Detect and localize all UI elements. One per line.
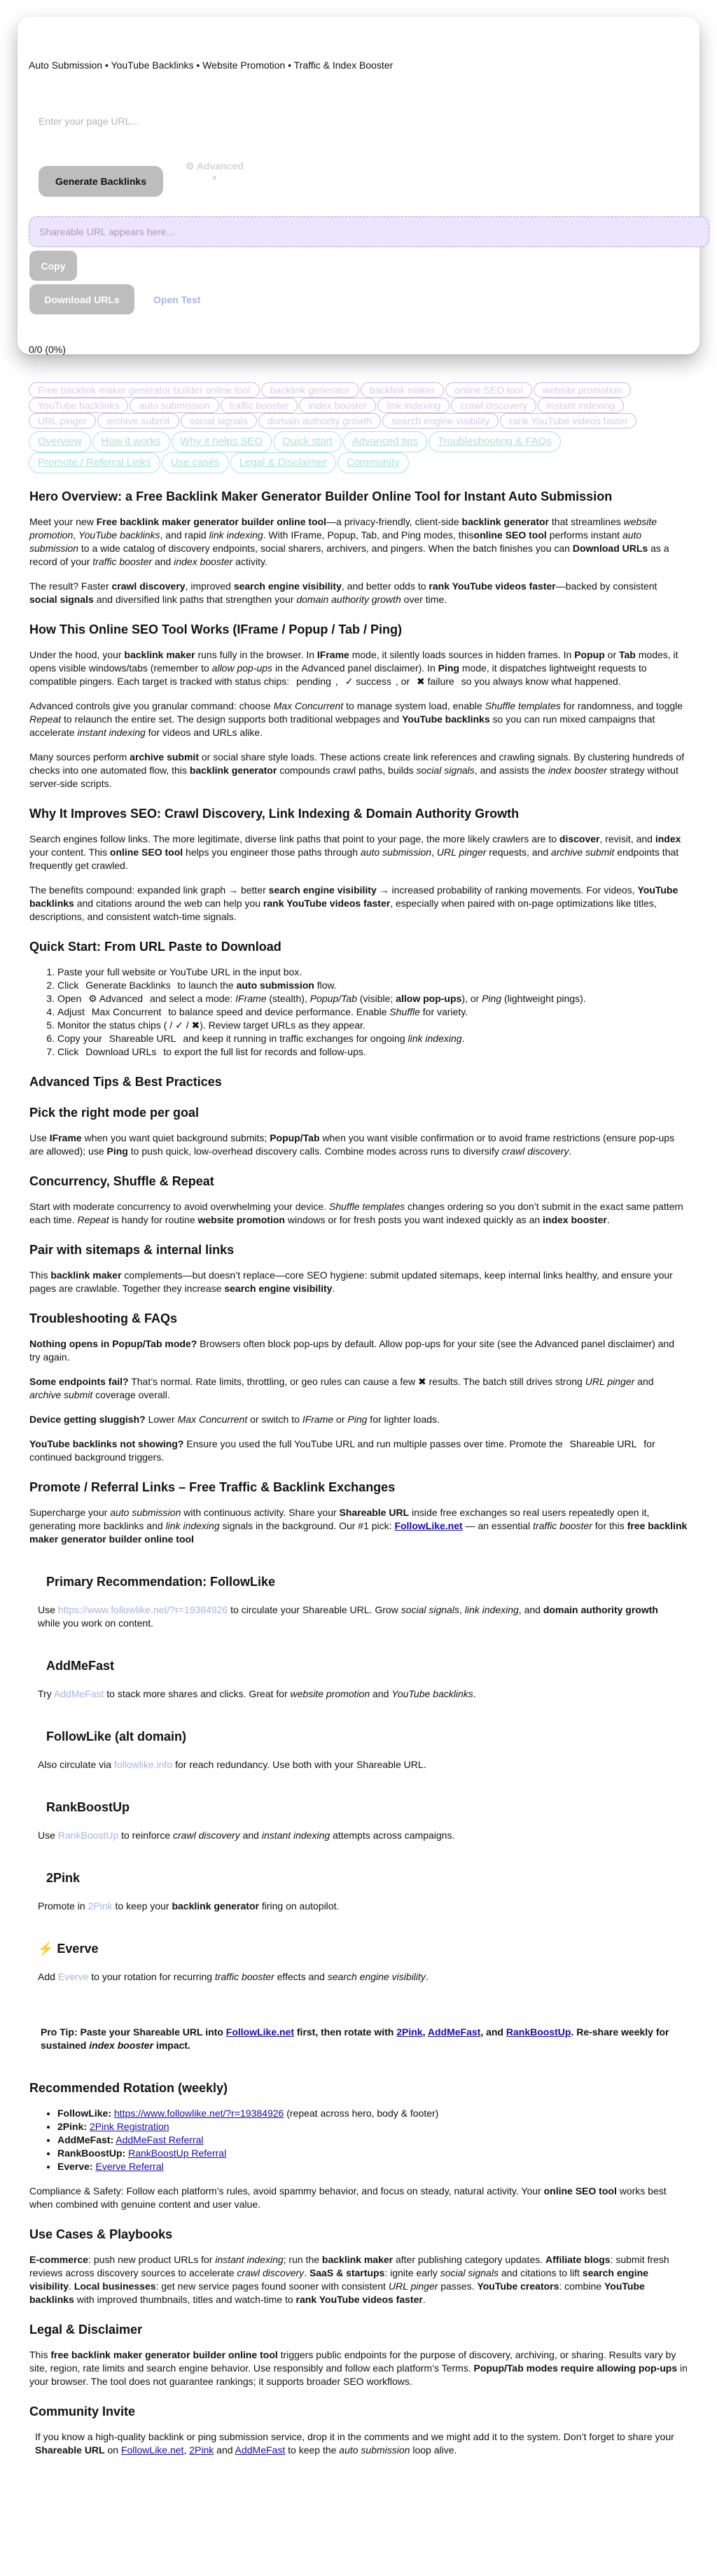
why-paragraph-1: Search engines follow links. The more legitimate, diverse link paths that point to your page, the more likely crawlers are to discover, revisit, and index your content. This online SEO tool helps you engineer those paths through auto submission, URL pinger requests, and archive submit endpoints that frequently get crawled. — [29, 833, 681, 871]
rotation-followlike-link[interactable]: https://www.followlike.net/?r=19384926 — [113, 2108, 284, 2119]
advanced-label: ⚙ Advanced — [186, 160, 244, 172]
rotation-2pink-link[interactable]: 2Pink Registration — [89, 2121, 169, 2132]
how-paragraph-3: Many sources perform archive submit or social share style loads. These actions create link references and crawling signals. By clustering hundreds of checks into one automated flow, this backlink generator compounds crawl paths, builds social signals, and assists the index booster strategy without server-side scripts. — [29, 751, 685, 789]
ref-title-2pink: 2Pink — [46, 1871, 81, 1885]
rotation-item: • RankBoostUp: RankBoostUp Referral — [57, 2147, 688, 2160]
ref-desc-everve: Add Everve to your rotation for recurring traffic booster effects and search engine visibility. — [38, 1971, 429, 1982]
nav-legal[interactable]: Legal & Disclaimer — [230, 452, 336, 473]
generate-chip: Generate Backlinks — [85, 980, 171, 991]
tips-concurrency-title: Concurrency, Shuffle & Repeat — [29, 1174, 214, 1188]
step: 7. Click Download URLs to export the full list for records and follow-ups. — [57, 1045, 688, 1059]
addmefast-link[interactable]: AddMeFast — [53, 1688, 104, 1699]
ref-desc-addmefast: Try AddMeFast to stack more shares and clicks. Great for website promotion and YouTube backlinks. — [38, 1688, 476, 1699]
rotation-item: • 2Pink: 2Pink Registration — [57, 2120, 688, 2133]
download-chip: Download URLs — [85, 1046, 157, 1057]
nav-how-it-works[interactable]: How it works — [92, 431, 170, 452]
step: 4. Adjust Max Concurrent to balance speed and device performance. Enable Shuffle for variety. — [57, 1005, 688, 1019]
advanced-toggle[interactable] — [186, 160, 244, 185]
keyword-chips — [28, 382, 679, 429]
pro-tip-addmefast-link[interactable]: AddMeFast — [427, 2026, 481, 2038]
nav-advanced-tips[interactable]: Advanced tips — [343, 431, 427, 452]
shareable-url-chip: Shareable URL — [569, 1438, 637, 1449]
compliance-paragraph: Compliance & Safety: Follow each platform’s rules, avoid spammy behavior, and focus on steady, natural activity. Your online SEO tool works best when combined with genuine content and user value. — [29, 2185, 667, 2210]
ref-title-followlike-alt: FollowLike (alt domain) — [46, 1729, 187, 1743]
rotation-item: • AddMeFast: AddMeFast Referral — [57, 2133, 688, 2147]
community-followlike-link[interactable]: FollowLike.net — [120, 2444, 184, 2456]
keyword-chip: auto submission — [130, 398, 218, 413]
pro-tip-2pink-link[interactable]: 2Pink — [396, 2026, 423, 2038]
page-url-input[interactable] — [29, 109, 449, 133]
keyword-chip: YouTube backlinks — [29, 398, 128, 413]
keyword-chip: domain authority growth — [258, 413, 381, 429]
tips-mode-paragraph: Use IFrame when you want quiet background submits; Popup/Tab when you want visible confirmation or to avoid frame restrictions (ensure pop-ups are allowed); use Ping to push quick, low-overhead discovery calls. Combine modes across runs to diversify crawl discovery. — [29, 1132, 675, 1157]
tips-concurrency-paragraph: Start with moderate concurrency to avoid overwhelming your device. Shuffle templates changes ordering so you don’t submit in the exact same pattern each time. Repeat is handy for routine website promotion windows or for fresh posts you want indexed quickly as an index booster. — [29, 1201, 683, 1225]
step: 6. Copy your Shareable URL and keep it running in traffic exchanges for ongoing link indexing. — [57, 1032, 688, 1045]
followlike-referral-link[interactable]: https://www.followlike.net/?r=19384926 — [57, 1604, 228, 1615]
community-addmefast-link[interactable]: AddMeFast — [235, 2444, 286, 2456]
keyword-chip: traffic booster — [221, 398, 298, 413]
tips-title: Advanced Tips & Best Practices — [29, 1075, 222, 1089]
hero-title: Hero Overview: a Free Backlink Maker Generator Builder Online Tool for Instant Auto Submission — [29, 489, 613, 503]
keyword-chip: instant indexing — [538, 398, 624, 413]
faq-item: YouTube backlinks not showing? Ensure you used the full YouTube URL and run multiple passes over time. Promote the Shareable URL for continued background triggers. — [29, 1438, 655, 1463]
rotation-addmefast-link[interactable]: AddMeFast Referral — [116, 2134, 204, 2145]
nav-overview[interactable]: Overview — [29, 431, 91, 452]
nav-promote[interactable]: Promote / Referral Links — [29, 452, 160, 473]
why-paragraph-2: The benefits compound: expanded link graph → better search engine visibility → increased probability of ranking movements. For videos, YouTube backlinks and citations around the web can help you rank YouTube videos faster, especially when paired with on-page optimizations like titles, descriptions, and consistent watch-time signals. — [29, 884, 678, 922]
quick-start-title: Quick Start: From URL Paste to Download — [29, 940, 281, 954]
nav-community[interactable]: Community — [337, 452, 409, 473]
pro-tip-followlike-link[interactable]: FollowLike.net — [225, 2026, 294, 2038]
ref-desc-rankboostup: Use RankBoostUp to reinforce crawl discovery and instant indexing attempts across campaigns. — [38, 1830, 455, 1841]
status-chip-success: ✓ success — [344, 676, 391, 687]
rotation-title: Recommended Rotation (weekly) — [29, 2081, 228, 2095]
shareable-url-chip: Shareable URL — [109, 1033, 176, 1044]
ref-title-everve: ⚡ Everve — [38, 1942, 99, 1956]
keyword-chip: archive submit — [97, 413, 179, 429]
tips-sitemaps-title: Pair with sitemaps & internal links — [29, 1243, 235, 1257]
copy-button[interactable]: Copy — [29, 251, 77, 281]
keyword-chip: Free backlink maker generator builder online tool — [29, 382, 260, 398]
rotation-item: • Everve: Everve Referral — [57, 2160, 688, 2173]
keyword-chip: backlink generator — [261, 382, 359, 398]
hero-paragraph-2: The result? Faster crawl discovery, improved search engine visibility, and better odds to rank YouTube videos faster—backed by consistent social signals and diversified link paths that strengthen your domain authority growth over time. — [29, 580, 657, 605]
how-paragraph-1: Under the hood, your backlink maker runs fully in the browser. In IFrame mode, it silently loads sources in hidden frames. In Popup or Tab modes, it opens visible windows/tabs (remember to allow pop-ups in the Advanced panel disclaimer). In Ping mode, it dispatches lightweight requests to compatible pingers. Each target is tracked with status chips: pending , ✓ success , or ✖ failure so you always know what happened. — [29, 649, 678, 687]
keyword-chip: index booster — [299, 398, 376, 413]
status-chip-failure: ✖ failure — [417, 676, 454, 687]
step: 3. Open ⚙ Advanced and select a mode: IFrame (stealth), Popup/Tab (visible; allow pop-ups), or Ping (lightweight pings). — [57, 992, 688, 1005]
section-nav — [28, 431, 679, 473]
how-paragraph-2: Advanced controls give you granular command: choose Max Concurrent to manage system load, enable Shuffle templates for randomness, and toggle Repeat to relaunch the entire set. The design supports both traditional webpages and YouTube backlinks so you can run mixed campaigns that accelerate instant indexing for videos and URLs alike. — [29, 700, 683, 738]
tips-mode-title: Pick the right mode per goal — [29, 1106, 200, 1120]
rankboostup-link[interactable]: RankBoostUp — [57, 1830, 119, 1841]
pro-tip: Pro Tip: Paste your Shareable URL into FollowLike.net first, then rotate with 2Pink, AddMeFast, and RankBoostUp. Re-share weekly for sustained index booster impact. — [41, 2026, 669, 2051]
promote-paragraph: Supercharge your auto submission with continuous activity. Share your Shareable URL inside free exchanges so real users repeatedly open it, generating more backlinks and link indexing signals in the background. Our #1 pick: FollowLike.net — an essential traffic booster for this free backlink maker generator builder online tool — [29, 1507, 688, 1545]
step: 2. Click Generate Backlinks to launch the auto submission flow. — [57, 979, 688, 992]
keyword-chip: social signals — [181, 413, 257, 429]
nav-use-cases[interactable]: Use cases — [162, 452, 229, 473]
community-title: Community Invite — [29, 2404, 136, 2418]
keyword-chip: rank YouTube videos faster — [500, 413, 636, 429]
step: 1. Paste your full website or YouTube URL in the input box. — [57, 966, 688, 979]
why-title: Why It Improves SEO: Crawl Discovery, Link Indexing & Domain Authority Growth — [29, 807, 520, 821]
faq-item: Device getting sluggish? Lower Max Concurrent or switch to IFrame or Ping for lighter loads. — [29, 1414, 440, 1425]
use-cases-title: Use Cases & Playbooks — [29, 2227, 173, 2241]
nav-why-seo[interactable]: Why it helps SEO — [172, 431, 272, 452]
nav-troubleshooting[interactable]: Troubleshooting & FAQs — [429, 431, 561, 452]
tips-sitemaps-paragraph: This backlink maker complements—but doesn’t replace—core SEO hygiene: submit updated sitemaps, keep internal links healthy, and ensure your pages are crawlable. Together they increase search engine visibility. — [29, 1269, 673, 1294]
followlike-info-link[interactable]: followlike.info — [113, 1759, 173, 1770]
community-2pink-link[interactable]: 2Pink — [189, 2444, 214, 2456]
hero-paragraph-1: Meet your new Free backlink maker generator builder online tool—a privacy-friendly, client-side backlink generator that streamlines website promotion, YouTube backlinks, and rapid link indexing. With IFrame, Popup, Tab, and Ping modes, thisonline SEO tool performs instant auto submission to a wide catalog of discovery endpoints, social sharers, archivers, and pingers. When the batch finishes you can Download URLs as a record of your traffic booster and index booster activity. — [29, 516, 669, 567]
community-paragraph: If you know a high-quality backlink or ping submission service, drop it in the comments and we might add it to the system. Don’t forget to share your Shareable URL on FollowLike.net, 2Pink and AddMeFast to keep the auto submission loop alive. — [35, 2431, 674, 2456]
shareable-url-field[interactable] — [29, 216, 709, 247]
download-urls-button[interactable]: Download URLs — [29, 284, 134, 314]
keyword-chip: website promotion — [534, 382, 632, 398]
open-test-link[interactable]: Open Test — [153, 294, 201, 305]
ref-desc-followlike: Use https://www.followlike.net/?r=19384926 to circulate your Shareable URL. Grow social signals, link indexing, and domain authority growth while you work on content. — [38, 1604, 658, 1629]
ref-desc-2pink: Promote in 2Pink to keep your backlink generator firing on autopilot. — [38, 1900, 340, 1912]
keyword-chip: URL pinger — [29, 413, 96, 429]
advanced-chip: ⚙ Advanced — [88, 993, 144, 1004]
status-chip-pending: pending — [296, 676, 331, 687]
ref-title-followlike: Primary Recommendation: FollowLike — [46, 1575, 276, 1589]
rotation-everve-link[interactable]: Everve Referral — [95, 2161, 164, 2172]
max-concurrent-chip: Max Concurrent — [91, 1006, 162, 1017]
quick-start-steps — [29, 966, 688, 1059]
step: 5. Monitor the status chips ( / ✓ / ✖). Review target URLs as they appear. — [57, 1019, 688, 1032]
keyword-chip: backlink maker — [361, 382, 444, 398]
rotation-rankboostup-link[interactable]: RankBoostUp Referral — [128, 2147, 227, 2159]
ref-title-rankboostup: RankBoostUp — [46, 1800, 130, 1814]
keyword-chip: search engine visibility — [382, 413, 499, 429]
2pink-link[interactable]: 2Pink — [88, 1900, 113, 1912]
legal-title: Legal & Disclaimer — [29, 2323, 143, 2337]
tool-card — [18, 17, 699, 354]
pro-tip-rankboostup-link[interactable]: RankBoostUp — [506, 2026, 571, 2038]
promote-title: Promote / Referral Links – Free Traffic & Backlink Exchanges — [29, 1480, 396, 1494]
followlike-link[interactable]: FollowLike.net — [394, 1520, 463, 1531]
rotation-item: • FollowLike: https://www.followlike.net/?r=19384926 (repeat across hero, body & footer) — [57, 2107, 688, 2120]
use-cases-paragraph: E-commerce: push new product URLs for instant indexing; run the backlink maker after publishing category updates. Affiliate blogs: submit fresh reviews across discovery sources to accelerate crawl discovery. SaaS & startups: ignite early social signals and citations to lift search engine visibility. Local businesses: get new service pages found sooner with consistent URL pinger passes. YouTube creators: combine YouTube backlinks with improved thumbnails, titles and watch-time to rank YouTube videos faster. — [29, 2254, 669, 2305]
ref-desc-followlike-alt: Also circulate via followlike.info for reach redundancy. Use both with your Shareable URL. — [38, 1759, 426, 1770]
generate-backlinks-button[interactable]: Generate Backlinks — [39, 166, 163, 197]
rotation-list — [29, 2107, 688, 2173]
how-title: How This Online SEO Tool Works (IFrame / Popup / Tab / Ping) — [29, 622, 403, 636]
chevron-down-icon: ▼ — [210, 174, 218, 183]
faq-item: Nothing opens in Popup/Tab mode? Browsers often block pop-ups by default. Allow pop-ups for your site (see the Advanced panel disclaimer) and try again. — [29, 1338, 674, 1363]
progress-counter: 0/0 (0%) — [29, 344, 66, 355]
everve-link[interactable]: Everve — [57, 1971, 89, 1982]
legal-paragraph: This free backlink maker generator builder online tool triggers public endpoints for the purpose of discovery, archiving, or sharing. Results vary by site, region, rate limits and search engine behavior. Use responsibly and follow each platform’s Terms. Popup/Tab modes require allowing pop-ups in your browser. The tool does not guarantee rankings; it supports broader SEO workflows. — [29, 2349, 688, 2387]
nav-quick-start[interactable]: Quick start — [273, 431, 342, 452]
referral-list — [29, 1574, 688, 1984]
faq-title: Troubleshooting & FAQs — [29, 1311, 177, 1325]
keyword-chip: link indexing — [377, 398, 450, 413]
faq-item: Some endpoints fail? That’s normal. Rate limits, throttling, or geo rules can cause a few ✖ results. The batch still drives strong URL pinger and archive submit coverage overall. — [29, 1376, 654, 1400]
keyword-chip: crawl discovery — [451, 398, 536, 413]
tagline: Auto Submission • YouTube Backlinks • Website Promotion • Traffic & Index Booster — [29, 60, 394, 71]
ref-title-addmefast: AddMeFast — [46, 1659, 115, 1673]
keyword-chip: online SEO tool — [445, 382, 531, 398]
